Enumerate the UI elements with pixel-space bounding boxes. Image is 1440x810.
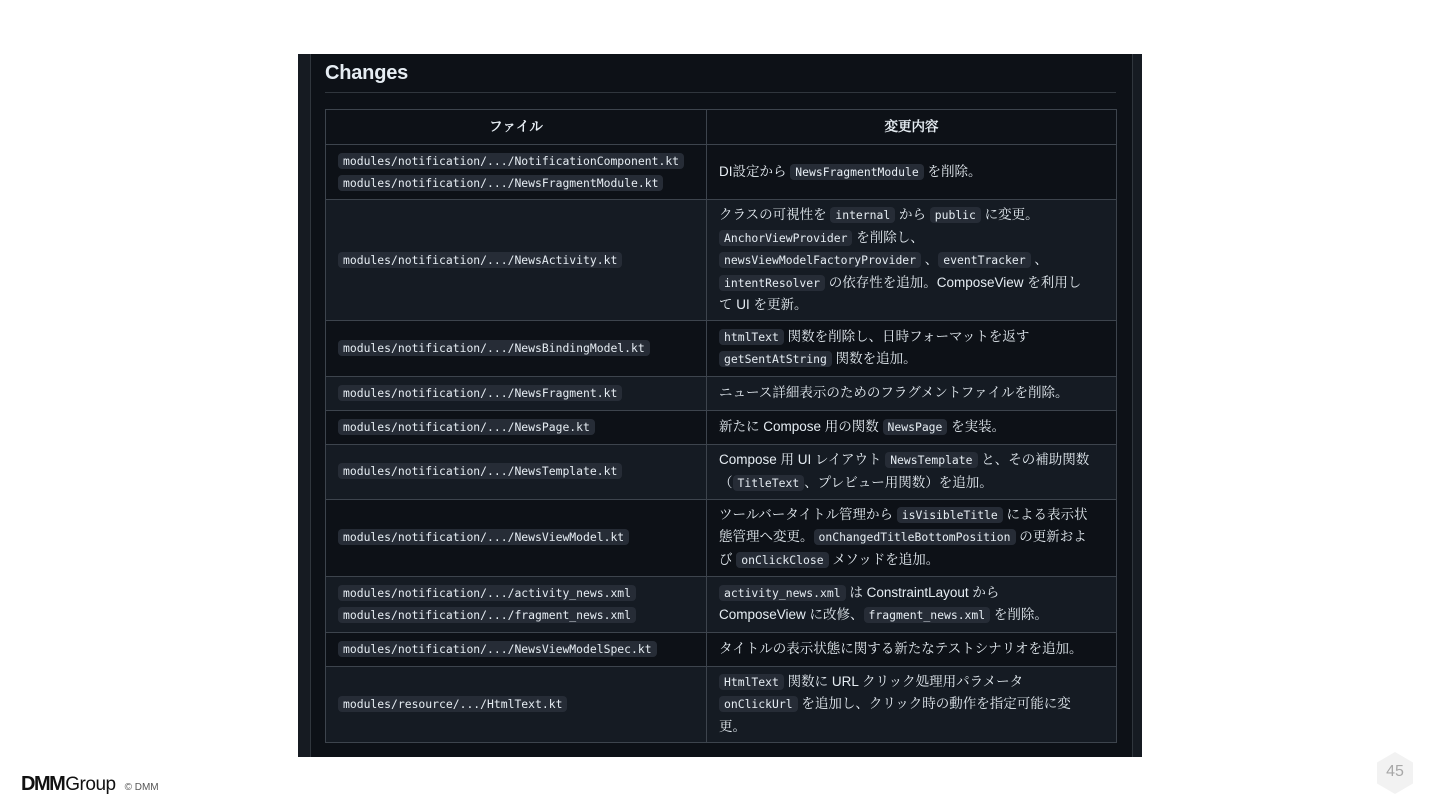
change-description-cell: [707, 376, 1117, 410]
file-cell: [326, 444, 707, 499]
inline-code: internal: [830, 207, 895, 223]
file-cell: [326, 145, 707, 200]
logo-brand: DMM: [21, 773, 65, 795]
inline-code: onClickUrl: [719, 696, 798, 712]
file-path: modules/notification/.../NotificationComponent.kt: [338, 153, 684, 169]
file-cell: [326, 666, 707, 742]
table-row: [326, 320, 1117, 376]
inline-code: TitleText: [733, 475, 805, 491]
header-file: ファイル: [326, 110, 707, 145]
description-text: タイトルの表示状態に関する新たなテストシナリオを追加。: [719, 641, 1083, 657]
description-text: 関数を削除し、日時フォーマットを返す: [783, 328, 1030, 344]
right-gutter: [1132, 54, 1142, 757]
file-cell: [326, 499, 707, 576]
description-text: を削除し、: [852, 229, 924, 245]
description-text: 、: [921, 252, 939, 267]
description-text: は ConstraintLayout から: [845, 584, 1000, 600]
description-text: と、その補助関数: [977, 452, 1090, 467]
description-text: び: [719, 551, 737, 567]
file-cell: [326, 410, 707, 444]
description-text: （: [719, 474, 733, 490]
file-cell: [326, 320, 707, 376]
inline-code: htmlText: [719, 329, 784, 345]
description-text: て UI を更新。: [719, 297, 808, 312]
inline-code: intentResolver: [719, 275, 825, 291]
table-row: [326, 444, 1117, 499]
description-text: Compose 用 UI レイアウト: [719, 452, 886, 467]
inline-code: NewsPage: [883, 419, 948, 435]
description-text: 態管理へ変更。: [719, 529, 814, 545]
file-path: modules/notification/.../NewsPage.kt: [338, 419, 595, 435]
description-text: を追加し、クリック時の動作を指定可能に変: [797, 696, 1071, 712]
file-path: modules/notification/.../NewsBindingModel.kt: [338, 340, 650, 356]
description-text: による表示状: [1002, 506, 1088, 522]
inline-code: NewsFragmentModule: [790, 164, 923, 180]
file-path: modules/notification/.../NewsActivity.kt: [338, 252, 622, 268]
description-text: DI設定から: [719, 163, 791, 179]
file-path: modules/notification/.../NewsViewModelSpec.kt: [338, 641, 657, 657]
description-text: 更。: [719, 718, 746, 734]
change-description-cell: [707, 444, 1117, 499]
inline-code: isVisibleTitle: [897, 507, 1003, 523]
description-text: ツールバータイトル管理から: [719, 506, 897, 522]
file-path: modules/resource/.../HtmlText.kt: [338, 696, 567, 712]
table-body: [326, 145, 1117, 743]
inline-code: fragment_news.xml: [864, 607, 991, 623]
file-cell: [326, 200, 707, 321]
file-path: modules/notification/.../NewsTemplate.kt: [338, 463, 622, 479]
description-text: 関数を追加。: [831, 351, 917, 366]
table-header-row: [326, 110, 1117, 145]
table-row: [326, 200, 1117, 321]
file-path: modules/notification/.../activity_news.xml: [338, 585, 636, 601]
inline-code: eventTracker: [938, 252, 1030, 268]
inline-code: onChangedTitleBottomPosition: [814, 529, 1016, 545]
description-text: クラスの可視性を: [719, 207, 831, 222]
change-description-cell: [707, 145, 1117, 200]
description-text: 、: [1030, 252, 1048, 267]
change-description-cell: [707, 632, 1117, 666]
change-description-cell: [707, 666, 1117, 742]
inline-code: public: [930, 207, 981, 223]
changes-table: [325, 109, 1117, 743]
file-cell: [326, 632, 707, 666]
table-row: [326, 576, 1117, 632]
description-text: を削除。: [990, 607, 1048, 622]
inline-code: HtmlText: [719, 674, 784, 690]
logo-group: Group: [65, 774, 116, 795]
file-path: modules/notification/.../NewsFragmentModule.kt: [338, 175, 663, 191]
table-row: [326, 376, 1117, 410]
inline-code: newsViewModelFactoryProvider: [719, 252, 921, 268]
table-row: [326, 410, 1117, 444]
left-gutter: [298, 54, 311, 757]
inline-code: AnchorViewProvider: [719, 230, 852, 246]
description-text: を実装。: [947, 418, 1006, 434]
file-path: modules/notification/.../NewsViewModel.kt: [338, 529, 629, 545]
page-number-badge: [1376, 751, 1414, 795]
description-text: 関数に URL クリック処理用パラメータ: [783, 673, 1024, 689]
dmm-group-logo: [21, 773, 159, 796]
inline-code: activity_news.xml: [719, 585, 846, 601]
description-text: 、プレビュー用関数）を追加。: [804, 474, 993, 490]
description-text: ComposeView に改修、: [719, 607, 864, 622]
screenshot-panel: [298, 54, 1142, 757]
table-row: [326, 145, 1117, 200]
copyright-text: © DMM: [124, 782, 159, 793]
description-text: メソッドを追加。: [828, 551, 940, 567]
description-text: に変更。: [980, 207, 1039, 222]
description-text: を削除。: [923, 163, 982, 179]
description-text: 新たに Compose 用の関数: [719, 418, 883, 434]
table-row: [326, 666, 1117, 742]
description-text: の依存性を追加。ComposeView を利用し: [825, 274, 1082, 290]
header-change: 変更内容: [707, 110, 1117, 145]
table-row: [326, 499, 1117, 576]
inline-code: NewsTemplate: [885, 452, 977, 468]
change-description-cell: [707, 200, 1117, 321]
file-cell: [326, 576, 707, 632]
table-row: [326, 632, 1117, 666]
change-description-cell: [707, 320, 1117, 376]
change-description-cell: [707, 410, 1117, 444]
inline-code: onClickClose: [736, 552, 828, 568]
page-number: 45: [1386, 763, 1404, 780]
change-description-cell: [707, 576, 1117, 632]
file-cell: [326, 376, 707, 410]
change-description-cell: [707, 499, 1117, 576]
inline-code: getSentAtString: [719, 351, 832, 367]
heading-divider: [325, 92, 1116, 93]
file-path: modules/notification/.../fragment_news.xml: [338, 607, 636, 623]
description-text: の更新およ: [1015, 529, 1087, 545]
section-heading: Changes: [325, 62, 409, 84]
description-text: ニュース詳細表示のためのフラグメントファイルを削除。: [719, 385, 1069, 401]
file-path: modules/notification/.../NewsFragment.kt: [338, 385, 622, 401]
description-text: から: [895, 207, 930, 222]
